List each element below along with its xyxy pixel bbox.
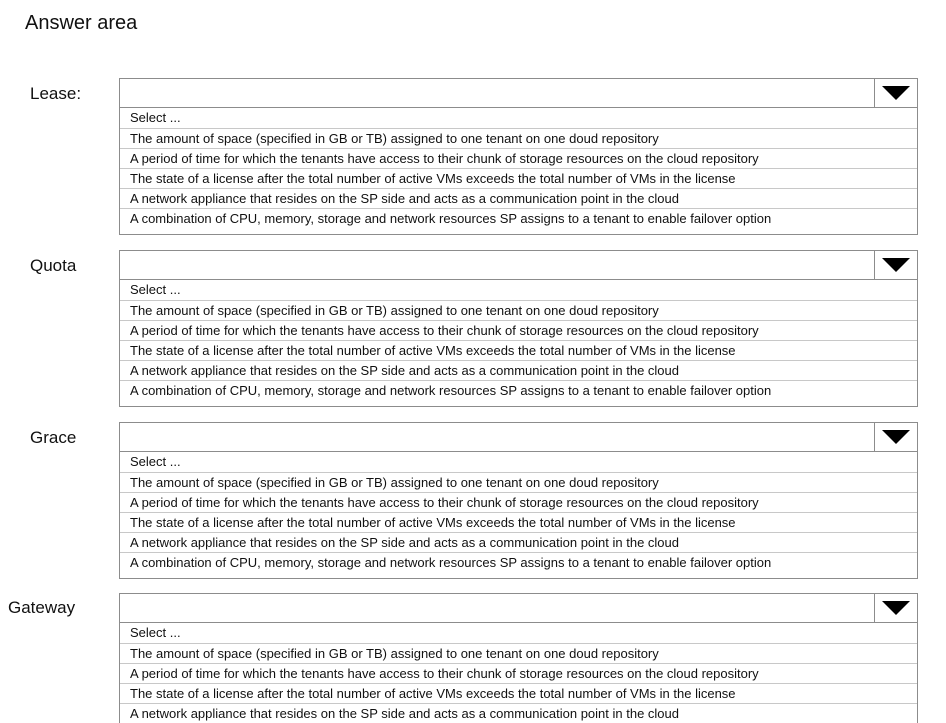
lease-option-lease-definition[interactable]: A period of time for which the tenants have access to their chunk of storage resources on the cloud repository	[120, 148, 917, 168]
grace-dropdown[interactable]	[119, 422, 918, 579]
gateway-select-box[interactable]	[120, 594, 917, 623]
quota-option-quota-definition[interactable]: The amount of space (specified in GB or TB) assigned to one tenant on one doud repository	[120, 300, 917, 320]
lease-option-grace-definition[interactable]: The state of a license after the total number of active VMs exceeds the total number of VMs in the license	[120, 168, 917, 188]
triangle-down-icon	[882, 430, 910, 444]
lease-dropdown[interactable]	[119, 78, 918, 235]
grace-option-resource-pool-definition[interactable]: A combination of CPU, memory, storage and network resources SP assigns to a tenant to enable failover option	[120, 552, 917, 572]
lease-option-resource-pool-definition[interactable]: A combination of CPU, memory, storage and network resources SP assigns to a tenant to enable failover option	[120, 208, 917, 228]
quota-label: Quota	[30, 256, 77, 275]
gateway-option-gateway-definition[interactable]: A network appliance that resides on the SP side and acts as a communication point in the cloud	[120, 703, 917, 723]
quota-option-gateway-definition[interactable]: A network appliance that resides on the SP side and acts as a communication point in the cloud	[120, 360, 917, 380]
grace-option-lease-definition[interactable]: A period of time for which the tenants have access to their chunk of storage resources on the cloud repository	[120, 492, 917, 512]
quota-option-lease-definition[interactable]: A period of time for which the tenants have access to their chunk of storage resources on the cloud repository	[120, 320, 917, 340]
triangle-down-icon	[882, 86, 910, 100]
gateway-option-lease-definition[interactable]: A period of time for which the tenants have access to their chunk of storage resources on the cloud repository	[120, 663, 917, 683]
grace-option-quota-definition[interactable]: The amount of space (specified in GB or TB) assigned to one tenant on one doud repository	[120, 472, 917, 492]
lease-option-select[interactable]: Select ...	[130, 110, 181, 125]
gateway-option-grace-definition[interactable]: The state of a license after the total number of active VMs exceeds the total number of VMs in the license	[120, 683, 917, 703]
quota-dropdown-toggle[interactable]	[874, 251, 917, 279]
quota-option-select[interactable]: Select ...	[130, 282, 181, 297]
grace-select-box[interactable]	[120, 423, 917, 452]
lease-label: Lease:	[30, 84, 82, 103]
grace-option-grace-definition[interactable]: The state of a license after the total number of active VMs exceeds the total number of VMs in the license	[120, 512, 917, 532]
gateway-option-quota-definition[interactable]: The amount of space (specified in GB or TB) assigned to one tenant on one doud repository	[120, 643, 917, 663]
grace-label: Grace	[30, 428, 77, 447]
quota-option-grace-definition[interactable]: The state of a license after the total number of active VMs exceeds the total number of VMs in the license	[120, 340, 917, 360]
triangle-down-icon	[882, 601, 910, 615]
lease-option-gateway-definition[interactable]: A network appliance that resides on the SP side and acts as a communication point in the cloud	[120, 188, 917, 208]
gateway-option-select[interactable]: Select ...	[130, 625, 181, 640]
lease-option-quota-definition[interactable]: The amount of space (specified in GB or TB) assigned to one tenant on one doud repository	[120, 128, 917, 148]
lease-dropdown-toggle[interactable]	[874, 79, 917, 107]
grace-option-select[interactable]: Select ...	[130, 454, 181, 469]
answer-area-title: Answer area	[25, 12, 138, 34]
quota-select-box[interactable]	[120, 251, 917, 280]
gateway-dropdown[interactable]	[119, 593, 918, 723]
gateway-dropdown-toggle[interactable]	[874, 594, 917, 622]
gateway-label: Gateway	[8, 598, 76, 617]
grace-dropdown-toggle[interactable]	[874, 423, 917, 451]
quota-dropdown[interactable]	[119, 250, 918, 407]
lease-select-box[interactable]	[120, 79, 917, 108]
quota-option-resource-pool-definition[interactable]: A combination of CPU, memory, storage and network resources SP assigns to a tenant to enable failover option	[120, 380, 917, 400]
triangle-down-icon	[882, 258, 910, 272]
grace-option-gateway-definition[interactable]: A network appliance that resides on the SP side and acts as a communication point in the cloud	[120, 532, 917, 552]
